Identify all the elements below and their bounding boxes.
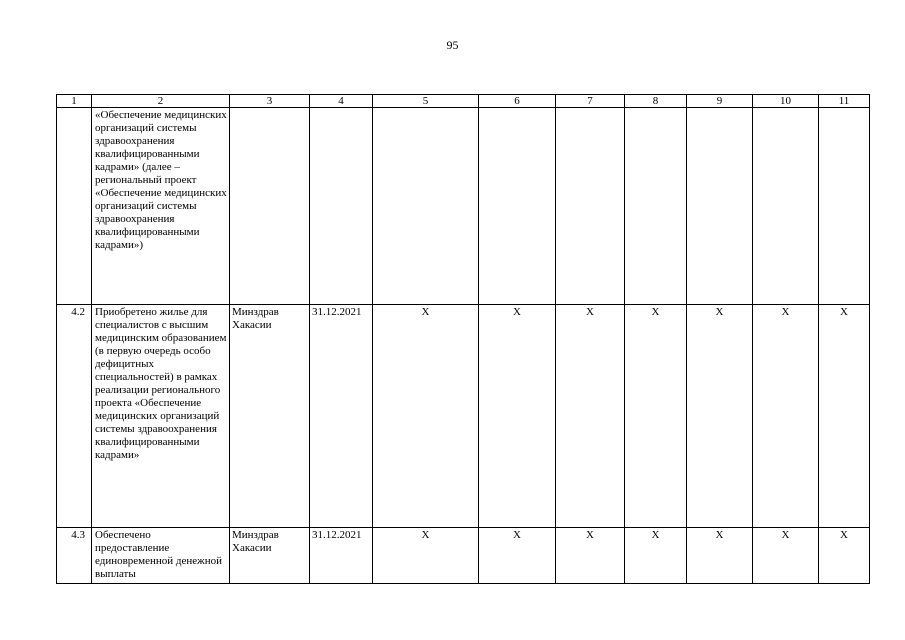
column-header: 9: [687, 95, 753, 108]
row-organization: [230, 108, 310, 305]
column-header: 2: [92, 95, 230, 108]
row-cell: [625, 108, 687, 305]
column-header: 10: [753, 95, 819, 108]
program-table: [56, 94, 870, 584]
table-row: [57, 528, 870, 584]
row-cell: Х: [819, 305, 870, 528]
row-cell: Х: [373, 528, 479, 584]
column-header: 7: [556, 95, 625, 108]
row-cell: [819, 108, 870, 305]
column-header: 8: [625, 95, 687, 108]
row-cell: Х: [753, 528, 819, 584]
row-cell: Х: [556, 528, 625, 584]
row-description: Обеспечено предоставление единовременной денежной выплаты: [92, 528, 230, 584]
row-cell: Х: [753, 305, 819, 528]
column-header: 5: [373, 95, 479, 108]
row-description: Приобретено жилье для специалистов с высшим медицинским образованием (в первую очередь особо дефицитных специальностей) в рамках реализации регионального проекта «Обеспечение медицинских организаций системы здравоохранения квалифицированными кадрами»: [92, 305, 230, 528]
row-organization: Минздрав Хакасии: [230, 305, 310, 528]
row-organization: Минздрав Хакасии: [230, 528, 310, 584]
column-header: 6: [479, 95, 556, 108]
row-date: [310, 108, 373, 305]
column-header: 11: [819, 95, 870, 108]
row-cell: [556, 108, 625, 305]
row-cell: Х: [479, 305, 556, 528]
column-header: 3: [230, 95, 310, 108]
table-row: [57, 305, 870, 528]
row-cell: [479, 108, 556, 305]
column-header: 1: [57, 95, 92, 108]
column-header: 4: [310, 95, 373, 108]
row-date: 31.12.2021: [310, 528, 373, 584]
row-cell: Х: [625, 528, 687, 584]
row-cell: [687, 108, 753, 305]
row-cell: Х: [687, 528, 753, 584]
row-cell: Х: [556, 305, 625, 528]
table-header-row: [57, 95, 870, 108]
row-cell: [373, 108, 479, 305]
row-description: «Обеспечение медицинских организаций системы здравоохранения квалифицированными кадрами» (далее – региональный проект «Обеспечение медицинских организаций системы здравоохранения квалифицированными кадрами»): [92, 108, 230, 305]
row-cell: [753, 108, 819, 305]
table-row: [57, 108, 870, 305]
row-date: 31.12.2021: [310, 305, 373, 528]
row-number: 4.2: [57, 305, 92, 528]
row-cell: Х: [373, 305, 479, 528]
row-number: 4.3: [57, 528, 92, 584]
row-cell: Х: [687, 305, 753, 528]
row-cell: Х: [625, 305, 687, 528]
page-number: 95: [446, 38, 459, 52]
row-number: [57, 108, 92, 305]
row-cell: Х: [479, 528, 556, 584]
row-cell: Х: [819, 528, 870, 584]
